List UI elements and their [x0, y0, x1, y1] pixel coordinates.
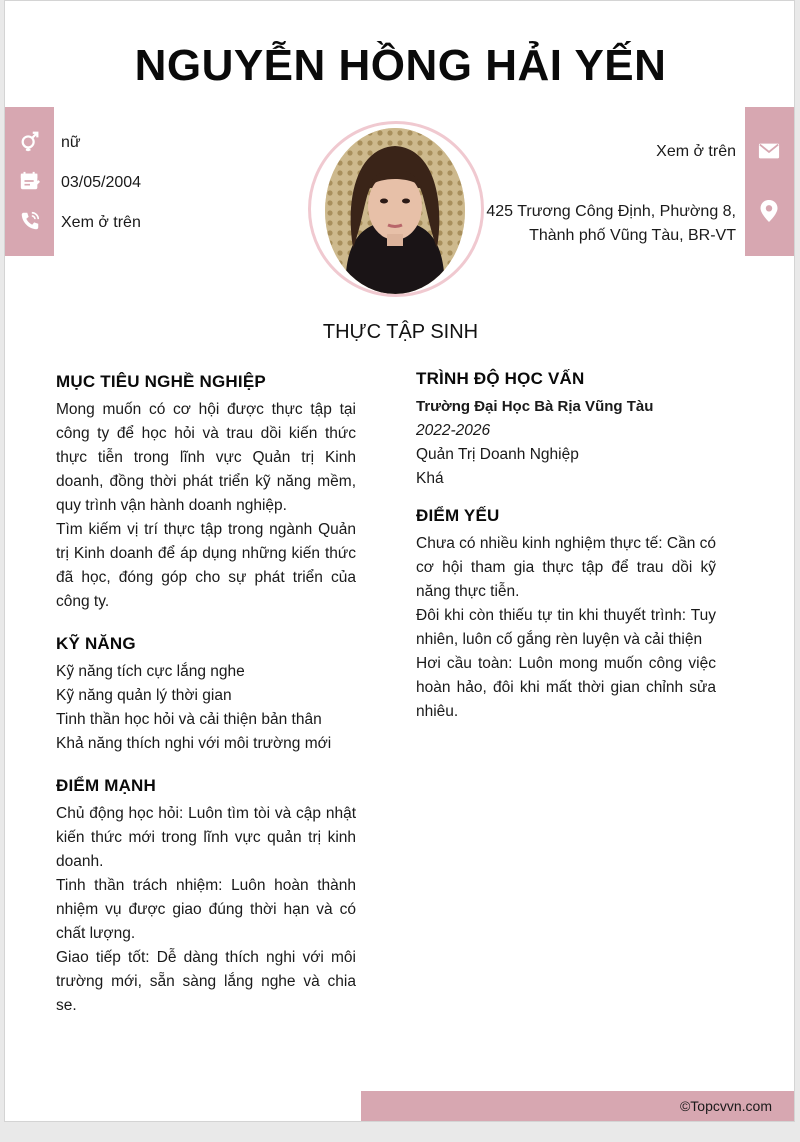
- skill-item: Kỹ năng quản lý thời gian: [56, 687, 232, 704]
- strength-paragraph: Chủ động học hỏi: Luôn tìm tòi và cập nhật kiến thức mới trong lĩnh vực quản trị kinh doanh.: [56, 805, 356, 870]
- email-value: Xem ở trên: [656, 143, 736, 160]
- calendar-icon: [18, 169, 42, 193]
- phone-icon: [18, 209, 42, 233]
- footer-brand-bar: [361, 1091, 794, 1121]
- skill-item: Khả năng thích nghi với môi trường mới: [56, 735, 332, 752]
- footer-brand[interactable]: ©Topcvvn.com: [679, 1098, 772, 1114]
- strength-paragraph: Giao tiếp tốt: Dễ dàng thích nghi với môi trường mới, sẵn sàng lắng nghe và chia se.: [56, 949, 356, 1014]
- candidate-name: NGUYỄN HỒNG HẢI YẾN: [134, 41, 667, 90]
- gender-value: nữ: [61, 134, 81, 151]
- gender-icon: [18, 129, 42, 153]
- job-title: THỰC TẬP SINH: [322, 321, 479, 343]
- address-line2: Thành phố Vũng Tàu, BR-VT: [529, 227, 736, 244]
- avatar-photo: [325, 128, 465, 294]
- education-grade: Khá: [416, 470, 444, 487]
- weakness-paragraph: Chưa có nhiều kinh nghiệm thực tế: Cần có cơ hội tham gia thực tập để trau dồi kỹ năng thực tiễn.: [416, 535, 716, 600]
- cv-page: [4, 0, 795, 1122]
- education-title: TRÌNH ĐỘ HỌC VẤN: [416, 369, 585, 388]
- birthday-value: 03/05/2004: [61, 174, 142, 191]
- objective-paragraph: Mong muốn có cơ hội được thực tập tại công ty để học hỏi và trau dồi kiến thức thực tiễn trong lĩnh vực Quản trị Kinh doanh, đồng thời phát triển kỹ năng mềm, quy trình vận hành doanh nghiệp.: [56, 401, 356, 514]
- objective-text: [56, 398, 356, 614]
- strengths-title: ĐIỂM MẠNH: [56, 776, 157, 795]
- skills-title: KỸ NĂNG: [56, 634, 136, 653]
- strengths-text: [56, 802, 356, 1018]
- contact-sidebar-right: [745, 107, 794, 256]
- education-years: 2022-2026: [416, 422, 491, 439]
- weaknesses-title: ĐIỂM YẾU: [416, 506, 500, 525]
- weakness-paragraph: Hơi cầu toàn: Luôn mong muốn công việc hoàn hảo, đôi khi mất thời gian chỉnh sửa nhiêu.: [416, 655, 716, 720]
- education-school: Trường Đại Học Bà Rịa Vũng Tàu: [416, 398, 654, 415]
- skill-item: Tinh thần học hỏi và cải thiện bản thân: [56, 711, 322, 728]
- skill-item: Kỹ năng tích cực lắng nghe: [56, 663, 245, 680]
- avatar: [308, 121, 484, 297]
- phone-value: Xem ở trên: [61, 214, 141, 231]
- objective-title: MỤC TIÊU NGHỀ NGHIỆP: [56, 372, 266, 391]
- email-icon: [757, 139, 781, 163]
- weaknesses-text: [416, 532, 716, 724]
- strength-paragraph: Tinh thần trách nhiệm: Luôn hoàn thành nhiệm vụ được giao đúng thời hạn và có chất lượng.: [56, 877, 356, 942]
- weakness-paragraph: Đôi khi còn thiếu tự tin khi thuyết trình: Tuy nhiên, luôn cố gắng rèn luyện và cải thiện: [416, 607, 716, 648]
- education-major: Quản Trị Doanh Nghiệp: [416, 446, 579, 463]
- address-line1: 425 Trương Công Định, Phường 8,: [486, 203, 736, 220]
- location-icon: [757, 199, 781, 223]
- objective-paragraph: Tìm kiếm vị trí thực tập trong ngành Quản trị Kinh doanh để áp dụng những kiến thức đã học, đóng góp cho sự phát triển của công ty.: [56, 521, 356, 610]
- contact-sidebar-left: [5, 107, 54, 256]
